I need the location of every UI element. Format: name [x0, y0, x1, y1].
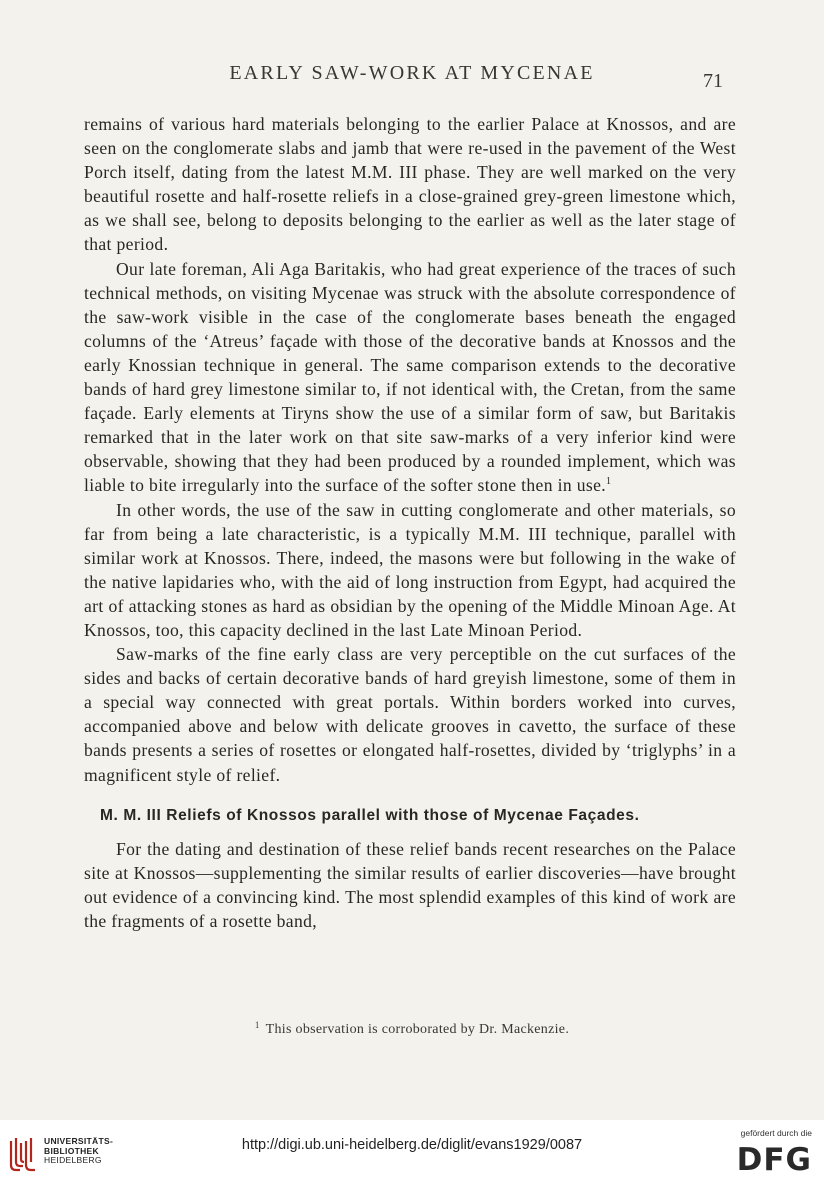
footnote-text: This observation is corroborated by Dr. Mackenzie.	[265, 1022, 570, 1037]
paragraph-5: For the dating and destination of these relief bands recent researches on the Palace site at Knossos—supplementing the similar results of earlier discoveries—have brought out evidence of a convincing kind. The most splendid examples of this kind of work are the fragments of a rosette band,	[84, 838, 736, 931]
library-name-line-2: BIBLIOTHEK	[44, 1145, 99, 1156]
paragraph-1: remains of various hard materials belonging to the earlier Palace at Knossos, and are seen on the conglomerate slabs and jamb that were re-used in the pavement of the West Porch itself, dating from the latest M.M. III phase. They are well marked on the very beautiful rosette and half-rosette reliefs in a close-grained grey-green limestone which, as we shall see, belong to deposits belonging to the earlier as well as the later stage of that period.	[84, 114, 736, 255]
footnote-reference: 1	[606, 476, 612, 488]
body-text	[84, 112, 736, 933]
library-name-line-3: HEIDELBERG	[44, 1155, 102, 1165]
page-number: 71	[703, 70, 723, 92]
section-heading: M. M. III Reliefs of Knossos parallel with those of Mycenae Façades.	[100, 806, 640, 824]
permalink-url[interactable]: http://digi.ub.uni-heidelberg.de/diglit/evans1929/0087	[241, 1137, 583, 1153]
running-head: EARLY SAW-WORK AT MYCENAE	[229, 62, 595, 84]
library-name-line-1: UNIVERSITÄTS-	[44, 1136, 114, 1146]
paragraph-2-text: Our late foreman, Ali Aga Baritakis, who had great experience of the traces of such technical methods, on visiting Mycenae was struck with the absolute correspondence of the saw-work visible in the case of the conglomerate bases beneath the engaged columns of the ‘Atreus’ façade with those of the decorative bands at Knossos and the early Knossian technique in general. The same comparison extends to the decorative bands of hard grey limestone similar to, if not identical with, the Cretan, from the same façade. Early elements at Tiryns show the use of a similar form of saw, but Baritakis remarked that in the later work on that site saw-marks of a very inferior kind were observable, showing that they had been produced by a rounded implement, which was liable to bite irregularly into the surface of the softer stone then in use.	[84, 258, 736, 496]
paragraph-2	[84, 257, 736, 498]
footnote-number: 1	[254, 1020, 260, 1030]
digitization-footer	[0, 1120, 824, 1183]
footnote	[0, 1022, 824, 1038]
dfg-logo: DFG	[736, 1142, 812, 1178]
paragraph-3: In other words, the use of the saw in cutting conglomerate and other materials, so far from being a late characteristic, is a typically M.M. III technique, parallel with similar work at Knossos. There, indeed, the masons were but following in the wake of the native lapidaries who, with the aid of long instruction from Egypt, had acquired the art of attacking stones as hard as obsidian by the opening of the Middle Minoan Age. At Knossos, too, this capacity declined in the last Late Minoan Period.	[84, 499, 736, 640]
funding-note: gefördert durch die	[740, 1128, 812, 1138]
paragraph-4: Saw-marks of the fine early class are very perceptible on the cut surfaces of the sides and backs of certain decorative bands of hard greyish limestone, some of them in a special way connected with great portals. Within borders worked into curves, accompanied above and below with delicate grooves in cavetto, the surface of these bands presents a series of rosettes or elongated half-rosettes, divided by ‘triglyphs’ in a magnificent style of relief.	[84, 644, 736, 785]
